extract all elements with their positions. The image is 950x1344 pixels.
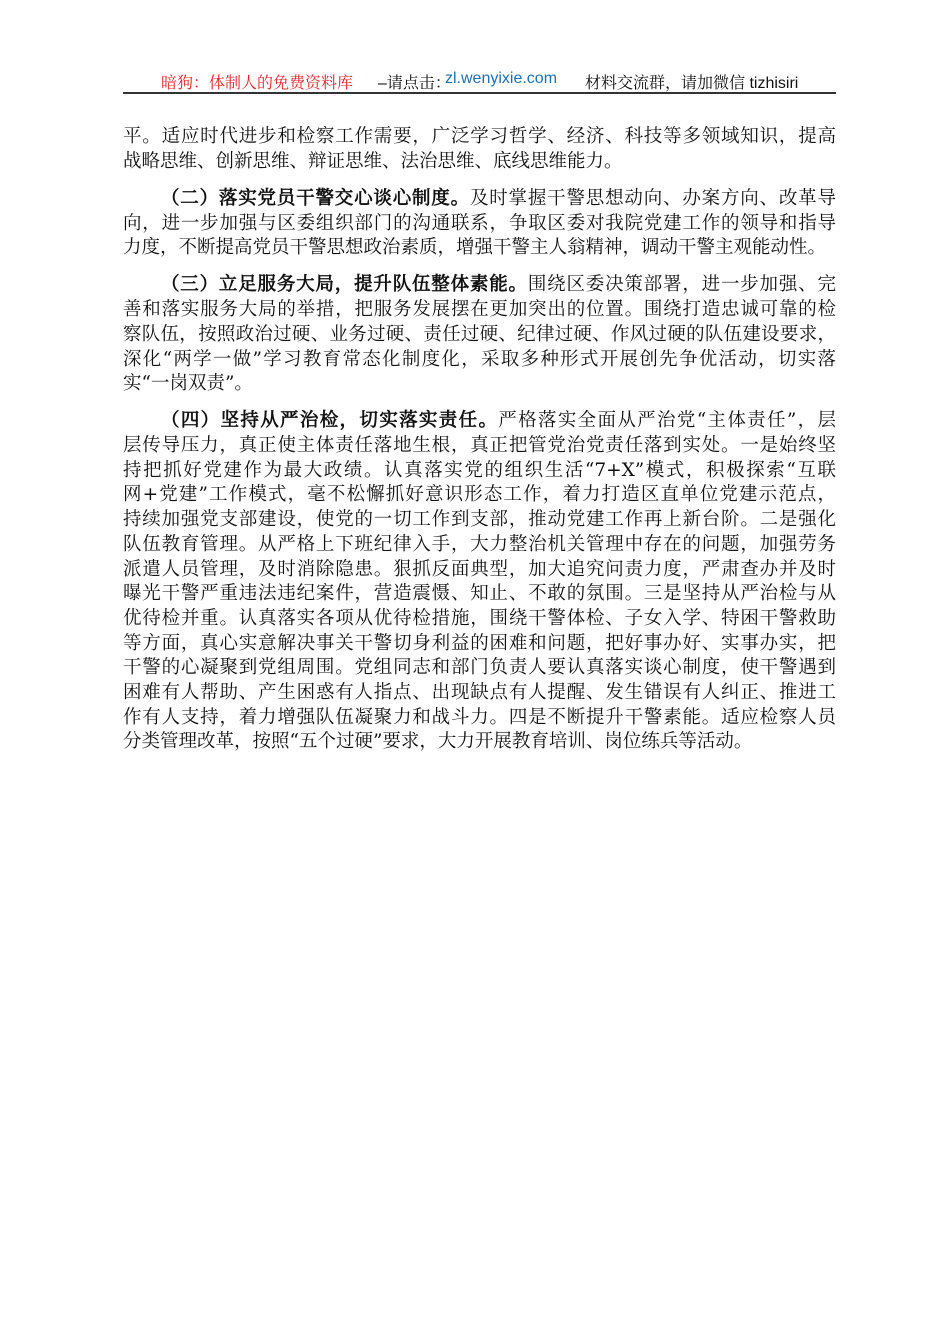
page-header: [123, 70, 836, 92]
group-note: 材料交流群，请加微信 tizhisiri: [585, 75, 799, 92]
text-line: [123, 459, 836, 484]
text-line: [123, 212, 836, 237]
text-line: [123, 150, 836, 175]
line-text: 持续加强党支部建设，使党的一切工作到支部，推动党建工作再上新台阶。二是强化: [123, 509, 836, 531]
text-line: [123, 533, 836, 558]
text-line: [123, 409, 836, 434]
text-line: [123, 348, 836, 373]
text-line: [123, 558, 836, 583]
text-line: [123, 434, 836, 459]
line-text: 层传导压力，真正使主体责任落地生根，真正把管党治党责任落到实处。一是始终坚: [123, 435, 836, 457]
line-text: 围绕区委决策部署，进一步加强、完: [527, 274, 836, 296]
line-text: 察队伍，按照政治过硬、业务过硬、责任过硬、纪律过硬、作风过硬的队伍建设要求，: [123, 323, 836, 345]
line-text: 平。适应时代进步和检察工作需要，广泛学习哲学、经济、科技等多领域知识，提高: [123, 126, 836, 147]
paragraph-heading: （二）落实党员干警交心谈心制度。: [161, 187, 470, 209]
line-text: 持把抓好党建作为最大政绩。认真落实党的组织生活“7+X”模式，积极探索“互联: [123, 459, 836, 481]
line-text: 向，进一步加强与区委组织部门的沟通联系，争取区委对我院党建工作的领导和指导: [123, 212, 836, 234]
document-body: [123, 125, 836, 768]
line-text: 曝光干警严重违法违纪案件，营造震慑、知止、不敢的氛围。三是坚持从严治检与从: [123, 583, 836, 605]
line-text: 优待检并重。认真落实各项从优待检措施，围绕干警体检、子女入学、特困干警救助: [123, 607, 836, 629]
click-label: –请点击：: [378, 75, 451, 92]
line-text: 困难有人帮助、产生困惑有人指点、出现缺点有人提醒、发生错误有人纠正、推进工: [123, 681, 836, 703]
line-text: 作有人支持，着力增强队伍凝聚力和战斗力。四是不断提升干警素能。适应检察人员: [123, 706, 836, 728]
line-text: 及时掌握干警思想动向、办案方向、改革导: [469, 187, 836, 209]
text-line: [123, 730, 836, 755]
paragraph: [123, 187, 836, 261]
text-line: [123, 681, 836, 706]
text-line: [123, 298, 836, 323]
site-name: 暗狗：体制人的免费资料库: [161, 75, 354, 92]
text-line: [123, 273, 836, 298]
text-line: [123, 508, 836, 533]
line-text: 严格落实全面从严治党“主体责任”，层: [498, 410, 836, 432]
site-link[interactable]: zl.wenyixie.com: [445, 70, 558, 87]
line-text: 善和落实服务大局的举措，把服务发展摆在更加突出的位置。围绕打造忠诚可靠的检: [123, 299, 836, 321]
paragraph-heading: （三）立足服务大局，提升队伍整体素能。: [161, 274, 528, 296]
text-line: [123, 632, 836, 657]
line-text: 队伍教育管理。从严格上下班纪律入手，大力整治机关管理中存在的问题，加强劳务: [123, 533, 836, 555]
line-text: 干警的心凝聚到党组周围。党组同志和部门负责人要认真落实谈心制度，使干警遇到: [123, 657, 836, 679]
paragraph: [123, 273, 836, 396]
line-text: 战略思维、创新思维、辩证思维、法治思维、底线思维能力。: [123, 150, 623, 172]
paragraph: [123, 409, 836, 755]
header-divider: [123, 92, 836, 94]
text-line: [123, 187, 836, 212]
paragraph-heading: （四）坚持从严治检，切实落实责任。: [161, 410, 499, 432]
line-text: 等方面，真心实意解决事关干警切身利益的困难和问题，把好事办好、实事办实，把: [123, 632, 836, 654]
line-text: 实“一岗双责”。: [123, 373, 253, 395]
text-line: [123, 607, 836, 632]
text-line: [123, 323, 836, 348]
text-line: [123, 656, 836, 681]
line-text: 深化“两学一做”学习教育常态化制度化，采取多种形式开展创先争优活动，切实落: [123, 348, 836, 370]
text-line: [123, 236, 836, 261]
paragraph: [123, 125, 836, 174]
text-line: [123, 582, 836, 607]
line-text: 力度，不断提高党员干警思想政治素质，增强干警主人翁精神，调动干警主观能动性。: [123, 237, 827, 259]
text-line: [123, 483, 836, 508]
text-line: [123, 125, 836, 150]
line-text: 网+党建”工作模式，毫不松懈抓好意识形态工作，着力打造区直单位党建示范点，: [123, 484, 836, 506]
line-text: 派遣人员管理，及时消除隐患。狠抓反面典型，加大追究问责力度，严肃查办并及时: [123, 558, 836, 580]
text-line: [123, 372, 836, 397]
text-line: [123, 706, 836, 731]
line-text: 分类管理改革，按照“五个过硬”要求，大力开展教育培训、岗位练兵等活动。: [123, 731, 753, 753]
